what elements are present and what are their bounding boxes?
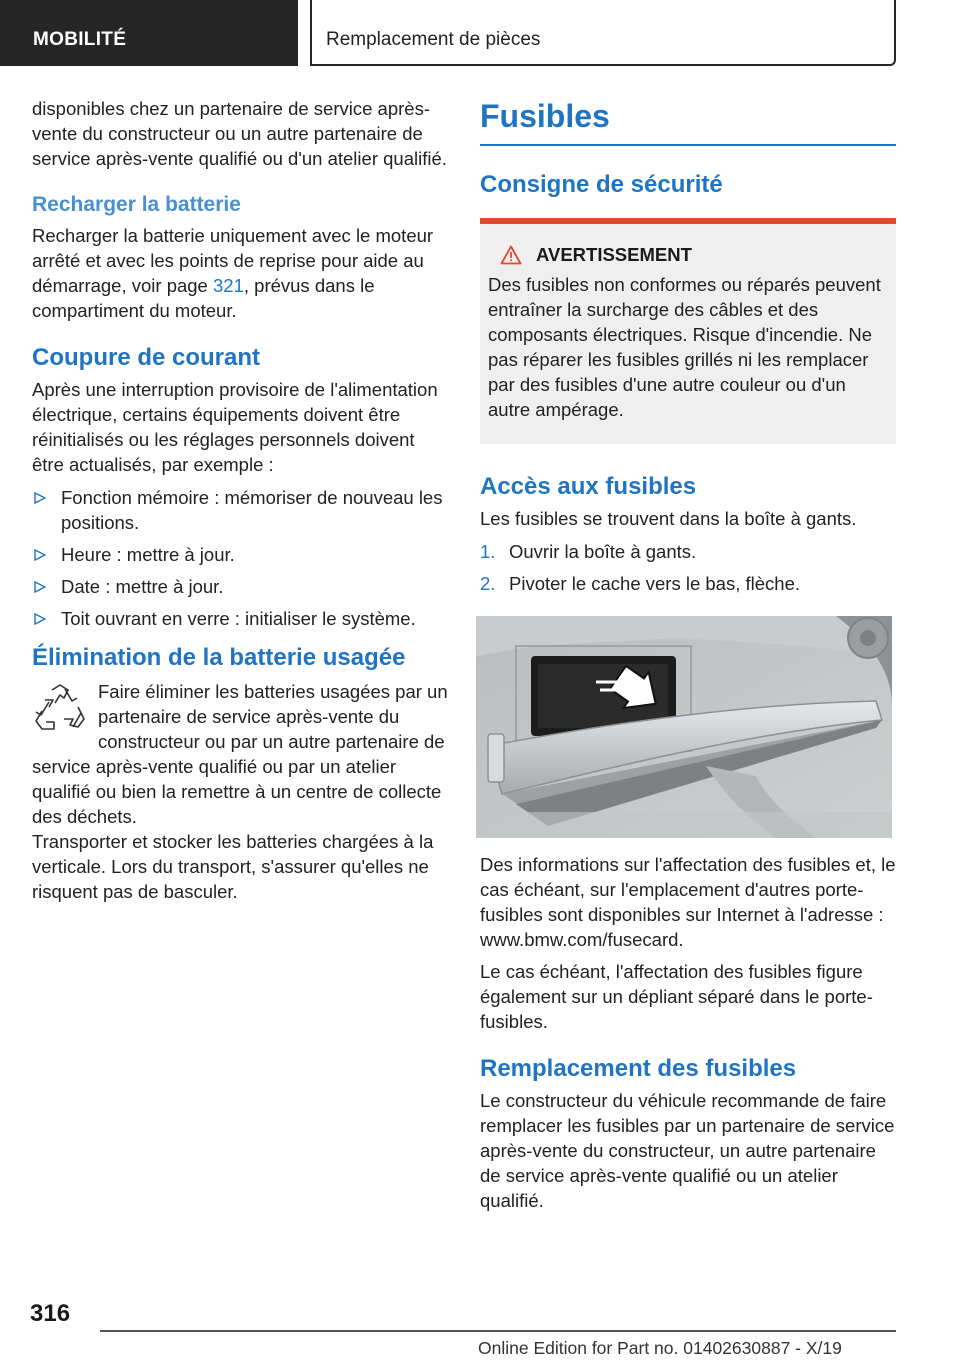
access-heading: Accès aux fusibles	[480, 473, 697, 500]
footer-edition: Online Edition for Part no. 01402630887 - X/19	[478, 1338, 842, 1358]
page-link[interactable]: 321	[213, 275, 244, 296]
steps-list	[480, 539, 896, 596]
info-paragraph: Des informations sur l'affectation des fusibles et, le cas échéant, sur l'emplacement d'autres porte-fusibles sont disponibles sur Internet à l'adresse : www.bmw.com/fusecard.	[480, 854, 896, 950]
bullet-text: Fonction mémoire : mémoriser de nouveau les positions.	[61, 487, 443, 533]
bullet-text: Toit ouvrant en verre : initialiser le système.	[61, 608, 416, 629]
coupure-paragraph: Après une interruption provisoire de l'alimentation électrique, certains équipements doivent être réinitialisés ou les réglages personnels doivent être actualisés, par exemple :	[32, 379, 438, 475]
elimination-paragraph: Faire éliminer les batteries usagées par un partenaire de service après-vente du constructeur ou par un autre partenaire de service après-vente qualifié ou par un atelier qualifié ou bien la remettre à un centre de collecte des déchets.	[32, 681, 448, 827]
warning-header	[488, 244, 890, 266]
access-paragraph: Les fusibles se trouvent dans la boîte à gants.	[480, 508, 857, 529]
page-number: 316	[30, 1300, 71, 1327]
list-item	[32, 574, 450, 599]
step-number: 1.	[480, 541, 496, 562]
step-number: 2.	[480, 573, 496, 594]
list-item	[32, 606, 450, 631]
recharge-text-end: , prévus dans le compartiment du moteur.	[32, 275, 375, 321]
list-item	[32, 485, 450, 535]
warning-text: Des fusibles non conformes ou réparés peuvent entraîner la surcharge des câbles et des composants électriques. Risque d'incendie. Ne pas réparer les fusibles grillés ni les remplacer par des fusibles d'une autre couleur ou d'un autre ampérage.	[488, 274, 881, 420]
replace-paragraph: Le constructeur du véhicule recommande de faire remplacer les fusibles par un partenaire de service après-vente du constructeur, un autre partenaire de service après-vente qualifié ou un atelier qualifié.	[480, 1090, 895, 1211]
triangle-right-icon	[34, 581, 46, 593]
list-item	[32, 542, 450, 567]
breadcrumb: Remplacement de pièces	[310, 0, 896, 66]
step-text: Ouvrir la boîte à gants.	[509, 541, 697, 562]
recharge-paragraph	[32, 223, 450, 323]
transport-paragraph: Transporter et stocker les batteries chargées à la verticale. Lors du transport, s'assurer qu'elles ne risquent pas de basculer.	[32, 831, 434, 902]
elimination-heading: Élimination de la batterie usagée	[32, 644, 406, 671]
bullet-list	[32, 485, 450, 631]
warning-box	[480, 218, 896, 444]
footer-divider	[100, 1330, 896, 1332]
right-column	[480, 96, 896, 1213]
step-text: Pivoter le cache vers le bas, flèche.	[509, 573, 801, 594]
warning-triangle-icon	[500, 245, 522, 265]
list-item	[480, 539, 896, 564]
triangle-right-icon	[34, 613, 46, 625]
section-label: MOBILITÉ	[0, 0, 298, 66]
bullet-text: Date : mettre à jour.	[61, 576, 224, 597]
triangle-right-icon	[34, 549, 46, 561]
coupure-heading: Coupure de courant	[32, 344, 261, 371]
fusibles-title: Fusibles	[480, 96, 896, 146]
list-item	[480, 571, 896, 596]
recharge-text-start: Recharger la batterie uniquement avec le moteur arrêté et avec les points de reprise pour aide au démarrage, voir page	[32, 225, 434, 296]
recycle-icon	[32, 681, 88, 737]
warning-label: AVERTISSEMENT	[536, 244, 692, 265]
elimination-block	[32, 679, 450, 829]
bullet-text: Heure : mettre à jour.	[61, 544, 235, 565]
recharge-heading: Recharger la batterie	[32, 193, 241, 216]
intro-paragraph: disponibles chez un partenaire de service après-vente du constructeur ou un autre partenaire de service après-vente qualifié ou d'un atelier qualifié.	[32, 98, 447, 169]
page-header	[0, 0, 960, 66]
replace-heading: Remplacement des fusibles	[480, 1055, 797, 1082]
safety-heading: Consigne de sécurité	[480, 171, 723, 198]
info-paragraph-2: Le cas échéant, l'affectation des fusibles figure également sur un dépliant séparé dans le porte-fusibles.	[480, 961, 873, 1032]
left-column	[32, 96, 450, 904]
glovebox-photo	[476, 616, 892, 838]
triangle-right-icon	[34, 492, 46, 504]
